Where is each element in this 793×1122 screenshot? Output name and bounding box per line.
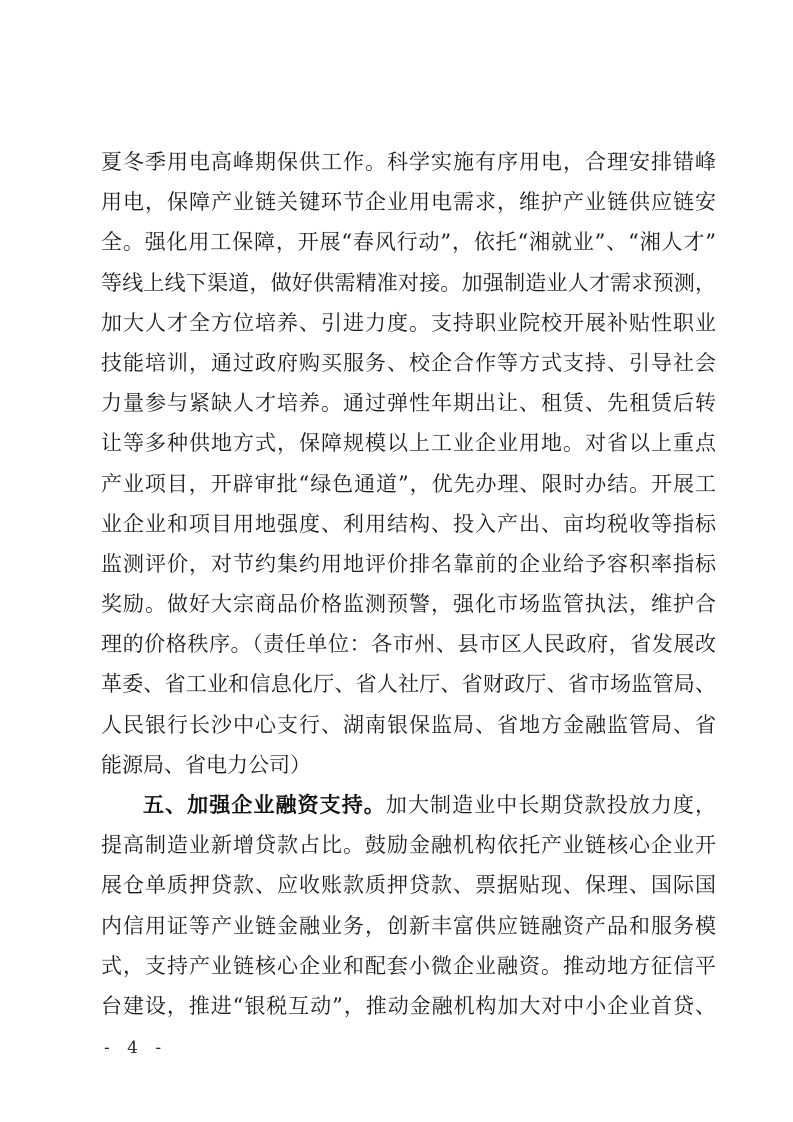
body-line: 台建设，推进“银税互动”，推动金融机构加大对中小企业首贷、 xyxy=(101,993,716,1018)
body-line: 加大人才全方位培养、引进力度。支持职业院校开展补贴性职业 xyxy=(101,310,716,335)
body-line: 革委、省工业和信息化厅、省人社厅、省财政厅、省市场监管局、 xyxy=(101,672,716,697)
body-line-paragraph-end: 能源局、省电力公司） xyxy=(101,752,311,777)
body-line: 全。强化用工保障，开展“春风行动”，依托“湘就业”、“湘人才” xyxy=(101,230,716,255)
body-line: 提高制造业新增贷款占比。鼓励金融机构依托产业链核心企业开 xyxy=(101,833,716,858)
body-line: 产业项目，开辟审批“绿色通道”，优先办理、限时办结。开展工 xyxy=(101,471,716,496)
page-number: - 4 - xyxy=(104,1038,168,1058)
body-line: 让等多种供地方式，保障规模以上工业企业用地。对省以上重点 xyxy=(101,431,716,456)
body-line: 业企业和项目用地强度、利用结构、投入产出、亩均税收等指标 xyxy=(101,511,716,536)
body-line: 内信用证等产业链金融业务，创新丰富供应链融资产品和服务模 xyxy=(101,913,716,938)
body-line: 展仓单质押贷款、应收账款质押贷款、票据贴现、保理、国际国 xyxy=(101,873,716,898)
body-line: 用电，保障产业链关键环节企业用电需求，维护产业链供应链安 xyxy=(101,190,716,215)
body-line: 式，支持产业链核心企业和配套小微企业融资。推动地方征信平 xyxy=(101,953,716,978)
body-line: 奖励。做好大宗商品价格监测预警，强化市场监管执法，维护合 xyxy=(101,592,716,617)
body-line: 监测评价，对节约集约用地评价排名靠前的企业给予容积率指标 xyxy=(101,551,716,576)
document-body xyxy=(101,142,716,1026)
body-line: 理的价格秩序。（责任单位：各市州、县市区人民政府，省发展改 xyxy=(101,632,716,657)
body-line-section-start xyxy=(101,785,716,825)
body-line: 人民银行长沙中心支行、湖南银保监局、省地方金融监管局、省 xyxy=(101,712,716,737)
body-line: 夏冬季用电高峰期保供工作。科学实施有序用电，合理安排错峰 xyxy=(101,150,716,174)
section-heading-continuation: 加大制造业中长期贷款投放力度， xyxy=(385,793,716,817)
body-line: 等线上线下渠道，做好供需精准对接。加强制造业人才需求预测， xyxy=(101,270,716,295)
body-line: 技能培训，通过政府购买服务、校企合作等方式支持、引导社会 xyxy=(101,350,716,375)
body-line: 力量参与紧缺人才培养。通过弹性年期出让、租赁、先租赁后转 xyxy=(101,391,716,416)
section-heading: 五、加强企业融资支持。 xyxy=(143,794,386,817)
